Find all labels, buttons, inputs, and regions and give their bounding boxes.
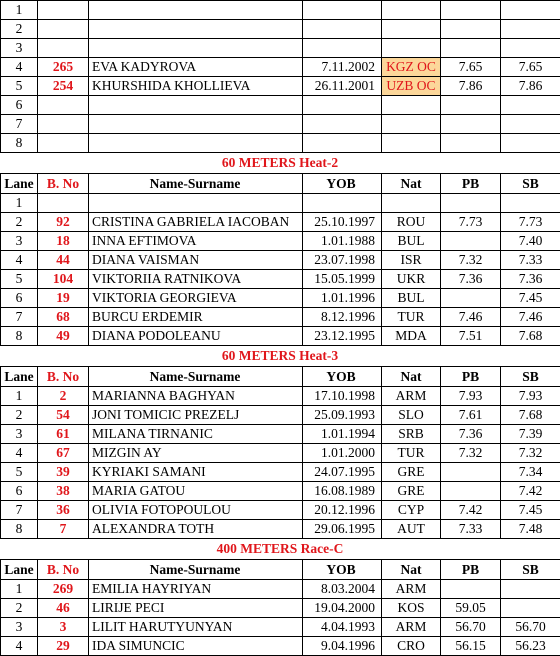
cell-sb: 7.73 xyxy=(501,213,560,232)
cell-bno: 2 xyxy=(38,387,89,406)
cell-nat: ISR xyxy=(382,251,441,270)
cell-name xyxy=(89,134,303,153)
table-row xyxy=(1,520,560,539)
cell-pb xyxy=(441,115,501,134)
cell-sb: 7.40 xyxy=(501,232,560,251)
cell-name: BURCU ERDEMIR xyxy=(89,308,303,327)
cell-pb: 7.51 xyxy=(441,327,501,346)
table-row xyxy=(1,482,560,501)
cell-nat xyxy=(382,115,441,134)
cell-nat: BUL xyxy=(382,289,441,308)
cell-lane: 2 xyxy=(1,213,38,232)
cell-bno xyxy=(38,96,89,115)
table-header-row xyxy=(1,174,560,194)
table-row xyxy=(1,387,560,406)
table-row xyxy=(1,637,560,656)
cell-yob: 25.09.1993 xyxy=(303,406,382,425)
cell-name: JONI TOMICIC PREZELJ xyxy=(89,406,303,425)
cell-name: MARIANNA BAGHYAN xyxy=(89,387,303,406)
cell-nat xyxy=(382,96,441,115)
header-sb: SB xyxy=(501,174,560,194)
table-row xyxy=(1,134,560,153)
cell-nat: KOS xyxy=(382,599,441,618)
cell-sb xyxy=(501,134,560,153)
cell-sb: 7.68 xyxy=(501,327,560,346)
cell-yob: 16.08.1989 xyxy=(303,482,382,501)
cell-pb: 56.70 xyxy=(441,618,501,637)
table-row xyxy=(1,289,560,308)
cell-nat: ARM xyxy=(382,580,441,599)
table-row xyxy=(1,463,560,482)
header-name: Name-Surname xyxy=(89,174,303,194)
cell-nat xyxy=(382,1,441,20)
cell-yob: 9.04.1996 xyxy=(303,637,382,656)
header-sb: SB xyxy=(501,560,560,580)
table-row xyxy=(1,77,560,96)
cell-bno: 254 xyxy=(38,77,89,96)
cell-nat: MDA xyxy=(382,327,441,346)
header-nat: Nat xyxy=(382,174,441,194)
table-row xyxy=(1,39,560,58)
cell-yob xyxy=(303,134,382,153)
cell-nat: AUT xyxy=(382,520,441,539)
cell-bno: 61 xyxy=(38,425,89,444)
cell-sb xyxy=(501,599,560,618)
table-row xyxy=(1,327,560,346)
cell-sb xyxy=(501,20,560,39)
cell-sb: 7.45 xyxy=(501,501,560,520)
cell-pb: 7.65 xyxy=(441,58,501,77)
cell-name: KHURSHIDA KHOLLIEVA xyxy=(89,77,303,96)
cell-yob: 1.01.1996 xyxy=(303,289,382,308)
cell-nat: ROU xyxy=(382,213,441,232)
cell-lane: 2 xyxy=(1,20,38,39)
cell-nat: TUR xyxy=(382,308,441,327)
cell-bno xyxy=(38,20,89,39)
cell-yob: 15.05.1999 xyxy=(303,270,382,289)
cell-nat: CRO xyxy=(382,637,441,656)
cell-sb: 7.33 xyxy=(501,251,560,270)
cell-bno: 46 xyxy=(38,599,89,618)
cell-lane: 6 xyxy=(1,289,38,308)
cell-lane: 2 xyxy=(1,406,38,425)
cell-name: IDA SIMUNCIC xyxy=(89,637,303,656)
header-yob: YOB xyxy=(303,174,382,194)
section-title: 60 METERS Heat-3 xyxy=(0,346,560,366)
header-name: Name-Surname xyxy=(89,560,303,580)
cell-lane: 4 xyxy=(1,444,38,463)
cell-name xyxy=(89,20,303,39)
cell-nat: TUR xyxy=(382,444,441,463)
header-yob: YOB xyxy=(303,560,382,580)
cell-name: OLIVIA FOTOPOULOU xyxy=(89,501,303,520)
cell-bno xyxy=(38,134,89,153)
cell-yob: 23.07.1998 xyxy=(303,251,382,270)
table-row xyxy=(1,213,560,232)
cell-bno: 92 xyxy=(38,213,89,232)
cell-pb: 56.15 xyxy=(441,637,501,656)
cell-yob xyxy=(303,96,382,115)
cell-bno: 38 xyxy=(38,482,89,501)
cell-pb: 7.61 xyxy=(441,406,501,425)
table-row xyxy=(1,194,560,213)
cell-name xyxy=(89,96,303,115)
cell-yob xyxy=(303,115,382,134)
cell-bno: 269 xyxy=(38,580,89,599)
cell-bno: 29 xyxy=(38,637,89,656)
results-table xyxy=(0,366,560,539)
header-lane: Lane xyxy=(1,367,38,387)
header-name: Name-Surname xyxy=(89,367,303,387)
cell-lane: 7 xyxy=(1,501,38,520)
cell-sb: 7.45 xyxy=(501,289,560,308)
cell-nat xyxy=(382,134,441,153)
cell-bno: 104 xyxy=(38,270,89,289)
cell-lane: 3 xyxy=(1,232,38,251)
cell-lane: 1 xyxy=(1,580,38,599)
cell-nat: KGZ OC xyxy=(382,58,441,77)
header-nat: Nat xyxy=(382,367,441,387)
cell-pb xyxy=(441,232,501,251)
cell-bno xyxy=(38,39,89,58)
cell-sb xyxy=(501,115,560,134)
header-pb: PB xyxy=(441,367,501,387)
cell-pb: 7.36 xyxy=(441,425,501,444)
cell-bno: 39 xyxy=(38,463,89,482)
cell-yob: 25.10.1997 xyxy=(303,213,382,232)
cell-pb xyxy=(441,20,501,39)
section-title: 60 METERS Heat-2 xyxy=(0,153,560,173)
table-row xyxy=(1,580,560,599)
cell-sb: 56.23 xyxy=(501,637,560,656)
cell-bno: 18 xyxy=(38,232,89,251)
cell-pb xyxy=(441,194,501,213)
cell-lane: 7 xyxy=(1,115,38,134)
cell-bno xyxy=(38,194,89,213)
cell-lane: 5 xyxy=(1,77,38,96)
cell-pb: 7.86 xyxy=(441,77,501,96)
cell-bno: 44 xyxy=(38,251,89,270)
header-bno: B. No xyxy=(38,560,89,580)
cell-name xyxy=(89,115,303,134)
cell-pb: 59.05 xyxy=(441,599,501,618)
cell-bno xyxy=(38,1,89,20)
table-row xyxy=(1,618,560,637)
cell-pb: 7.32 xyxy=(441,251,501,270)
header-pb: PB xyxy=(441,174,501,194)
cell-pb: 7.36 xyxy=(441,270,501,289)
cell-pb xyxy=(441,39,501,58)
cell-name xyxy=(89,194,303,213)
cell-nat xyxy=(382,194,441,213)
cell-name: INNA EFTIMOVA xyxy=(89,232,303,251)
table-row xyxy=(1,96,560,115)
results-table xyxy=(0,173,560,346)
cell-pb: 7.46 xyxy=(441,308,501,327)
cell-sb xyxy=(501,580,560,599)
cell-nat: GRE xyxy=(382,463,441,482)
cell-name: DIANA PODOLEANU xyxy=(89,327,303,346)
table-row xyxy=(1,308,560,327)
table-row xyxy=(1,270,560,289)
cell-name: EVA KADYROVA xyxy=(89,58,303,77)
cell-sb: 7.42 xyxy=(501,482,560,501)
cell-lane: 4 xyxy=(1,251,38,270)
cell-lane: 6 xyxy=(1,482,38,501)
table-row xyxy=(1,115,560,134)
cell-pb: 7.32 xyxy=(441,444,501,463)
cell-bno xyxy=(38,115,89,134)
header-bno: B. No xyxy=(38,174,89,194)
cell-sb: 7.86 xyxy=(501,77,560,96)
cell-bno: 36 xyxy=(38,501,89,520)
cell-pb xyxy=(441,1,501,20)
cell-bno: 67 xyxy=(38,444,89,463)
cell-yob: 24.07.1995 xyxy=(303,463,382,482)
cell-nat: UZB OC xyxy=(382,77,441,96)
header-lane: Lane xyxy=(1,560,38,580)
cell-nat xyxy=(382,39,441,58)
cell-nat: ARM xyxy=(382,618,441,637)
cell-bno: 49 xyxy=(38,327,89,346)
cell-lane: 8 xyxy=(1,520,38,539)
results-table xyxy=(0,559,560,656)
cell-pb: 7.33 xyxy=(441,520,501,539)
cell-pb: 7.42 xyxy=(441,501,501,520)
cell-pb xyxy=(441,134,501,153)
cell-yob: 1.01.1994 xyxy=(303,425,382,444)
cell-name: EMILIA HAYRIYAN xyxy=(89,580,303,599)
section-title: 400 METERS Race-C xyxy=(0,539,560,559)
cell-name: DIANA VAISMAN xyxy=(89,251,303,270)
cell-yob: 26.11.2001 xyxy=(303,77,382,96)
cell-nat: UKR xyxy=(382,270,441,289)
table-row xyxy=(1,232,560,251)
table-header-row xyxy=(1,367,560,387)
cell-sb xyxy=(501,96,560,115)
cell-sb xyxy=(501,1,560,20)
cell-yob: 1.01.1988 xyxy=(303,232,382,251)
header-nat: Nat xyxy=(382,560,441,580)
cell-pb: 7.73 xyxy=(441,213,501,232)
cell-name xyxy=(89,39,303,58)
cell-sb: 7.32 xyxy=(501,444,560,463)
cell-yob xyxy=(303,1,382,20)
cell-lane: 6 xyxy=(1,96,38,115)
cell-lane: 1 xyxy=(1,387,38,406)
cell-sb: 7.48 xyxy=(501,520,560,539)
cell-nat xyxy=(382,20,441,39)
cell-lane: 4 xyxy=(1,637,38,656)
cell-name: VIKTORIA GEORGIEVA xyxy=(89,289,303,308)
table-row xyxy=(1,406,560,425)
table-row xyxy=(1,1,560,20)
cell-yob: 17.10.1998 xyxy=(303,387,382,406)
cell-yob: 20.12.1996 xyxy=(303,501,382,520)
results-table xyxy=(0,0,560,153)
cell-yob: 8.12.1996 xyxy=(303,308,382,327)
cell-pb: 7.93 xyxy=(441,387,501,406)
cell-nat: SRB xyxy=(382,425,441,444)
cell-yob xyxy=(303,20,382,39)
table-row xyxy=(1,58,560,77)
cell-pb xyxy=(441,580,501,599)
cell-bno: 19 xyxy=(38,289,89,308)
cell-name: LILIT HARUTYUNYAN xyxy=(89,618,303,637)
cell-sb: 7.34 xyxy=(501,463,560,482)
cell-yob xyxy=(303,39,382,58)
cell-yob xyxy=(303,194,382,213)
header-lane: Lane xyxy=(1,174,38,194)
cell-name: MARIA GATOU xyxy=(89,482,303,501)
cell-nat: ARM xyxy=(382,387,441,406)
cell-sb xyxy=(501,39,560,58)
table-row xyxy=(1,425,560,444)
cell-sb: 56.70 xyxy=(501,618,560,637)
cell-bno: 7 xyxy=(38,520,89,539)
cell-sb xyxy=(501,194,560,213)
cell-bno: 68 xyxy=(38,308,89,327)
header-sb: SB xyxy=(501,367,560,387)
cell-bno: 265 xyxy=(38,58,89,77)
cell-lane: 4 xyxy=(1,58,38,77)
cell-bno: 54 xyxy=(38,406,89,425)
table-row xyxy=(1,501,560,520)
cell-nat: CYP xyxy=(382,501,441,520)
cell-yob: 7.11.2002 xyxy=(303,58,382,77)
cell-name: MILANA TIRNANIC xyxy=(89,425,303,444)
cell-name: LIRIJE PECI xyxy=(89,599,303,618)
cell-yob: 29.06.1995 xyxy=(303,520,382,539)
header-yob: YOB xyxy=(303,367,382,387)
cell-bno: 3 xyxy=(38,618,89,637)
cell-lane: 1 xyxy=(1,1,38,20)
cell-yob: 1.01.2000 xyxy=(303,444,382,463)
cell-lane: 5 xyxy=(1,270,38,289)
cell-sb: 7.46 xyxy=(501,308,560,327)
cell-lane: 1 xyxy=(1,194,38,213)
cell-lane: 3 xyxy=(1,618,38,637)
cell-lane: 3 xyxy=(1,425,38,444)
header-pb: PB xyxy=(441,560,501,580)
table-row xyxy=(1,251,560,270)
cell-sb: 7.39 xyxy=(501,425,560,444)
cell-lane: 8 xyxy=(1,327,38,346)
cell-pb xyxy=(441,96,501,115)
cell-lane: 7 xyxy=(1,308,38,327)
cell-lane: 2 xyxy=(1,599,38,618)
cell-sb: 7.36 xyxy=(501,270,560,289)
cell-yob: 4.04.1993 xyxy=(303,618,382,637)
cell-pb xyxy=(441,289,501,308)
cell-pb xyxy=(441,463,501,482)
cell-yob: 23.12.1995 xyxy=(303,327,382,346)
cell-nat: BUL xyxy=(382,232,441,251)
cell-name: VIKTORIIA RATNIKOVA xyxy=(89,270,303,289)
cell-name: KYRIAKI SAMANI xyxy=(89,463,303,482)
cell-sb: 7.68 xyxy=(501,406,560,425)
cell-name: ALEXANDRA TOTH xyxy=(89,520,303,539)
cell-name xyxy=(89,1,303,20)
table-row xyxy=(1,599,560,618)
table-row xyxy=(1,444,560,463)
cell-lane: 3 xyxy=(1,39,38,58)
cell-yob: 19.04.2000 xyxy=(303,599,382,618)
cell-lane: 8 xyxy=(1,134,38,153)
table-row xyxy=(1,20,560,39)
table-header-row xyxy=(1,560,560,580)
cell-name: CRISTINA GABRIELA IACOBAN xyxy=(89,213,303,232)
cell-yob: 8.03.2004 xyxy=(303,580,382,599)
cell-name: MIZGIN AY xyxy=(89,444,303,463)
cell-sb: 7.65 xyxy=(501,58,560,77)
cell-lane: 5 xyxy=(1,463,38,482)
cell-nat: SLO xyxy=(382,406,441,425)
cell-nat: GRE xyxy=(382,482,441,501)
header-bno: B. No xyxy=(38,367,89,387)
cell-pb xyxy=(441,482,501,501)
cell-sb: 7.93 xyxy=(501,387,560,406)
